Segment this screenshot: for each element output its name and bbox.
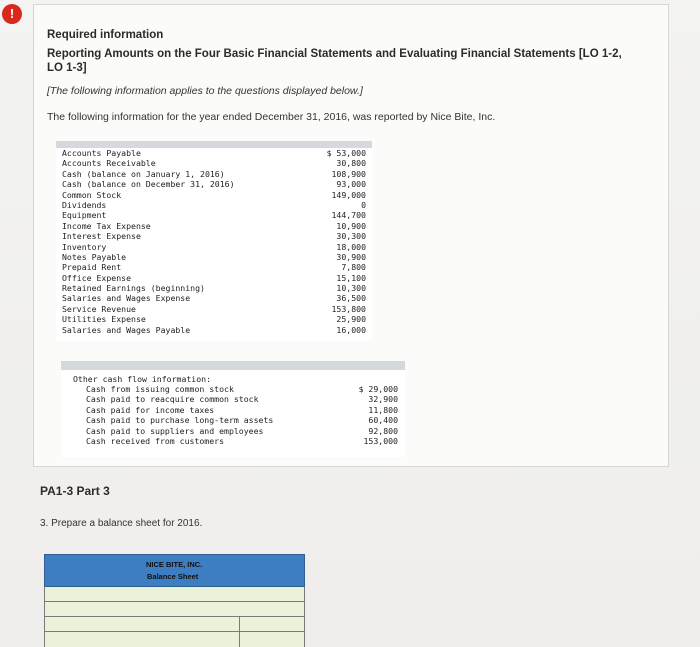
cash-flow-table-header — [61, 361, 405, 370]
row-value: $ 29,000 — [358, 384, 398, 394]
row-label: Common Stock — [62, 189, 122, 200]
row-label: Cash (balance on December 31, 2016) — [62, 179, 235, 190]
table-row — [56, 314, 372, 324]
table-row — [61, 436, 405, 446]
row-value: 92,800 — [368, 425, 398, 436]
row-label: Cash paid to reacquire common stock — [86, 394, 259, 405]
intro-text: The following information for the year ended December 31, 2016, was reported by Nice Bite, Inc. — [47, 111, 496, 123]
row-label: Cash (balance on January 1, 2016) — [62, 168, 225, 179]
row-value: 0 — [361, 199, 366, 210]
table-row — [56, 242, 372, 252]
balance-sheet-row — [44, 617, 305, 632]
required-information-heading: Required information — [47, 29, 164, 41]
row-label: Prepaid Rent — [62, 262, 122, 273]
row-value: $ 53,000 — [326, 148, 366, 158]
cash-flow-heading: Other cash flow information: — [73, 374, 212, 384]
table-row — [56, 252, 372, 262]
row-label: Retained Earnings (beginning) — [62, 283, 205, 294]
row-label: Cash paid to suppliers and employees — [86, 425, 264, 436]
table-row — [61, 426, 405, 436]
row-label: Accounts Payable — [62, 148, 141, 158]
row-value: 16,000 — [336, 324, 366, 335]
row-value: 60,400 — [368, 415, 398, 426]
row-value: 30,800 — [336, 158, 366, 169]
row-value: 93,000 — [336, 179, 366, 190]
balance-sheet-row — [44, 602, 305, 617]
row-value: 25,900 — [336, 314, 366, 325]
table-row — [56, 262, 372, 272]
table-row — [56, 325, 372, 335]
table-row — [56, 304, 372, 314]
instruction-text: [The following information applies to the questions displayed below.] — [47, 85, 363, 97]
alert-icon: ! — [2, 4, 22, 24]
table-row — [61, 415, 405, 425]
row-value: 30,300 — [336, 231, 366, 242]
row-label: Service Revenue — [62, 303, 136, 314]
row-value: 153,800 — [331, 303, 366, 314]
accounts-table-header — [56, 141, 372, 148]
cash-flow-table — [61, 361, 405, 457]
table-row — [56, 179, 372, 189]
table-row — [61, 394, 405, 404]
balance-sheet-amount-input[interactable] — [239, 617, 306, 631]
row-value: 10,300 — [336, 283, 366, 294]
part-title: PA1-3 Part 3 — [40, 484, 110, 498]
balance-sheet-label-input[interactable] — [47, 618, 239, 632]
balance-sheet-amount-input[interactable] — [239, 632, 306, 647]
row-label: Cash received from customers — [86, 435, 225, 446]
row-value: 153,000 — [363, 435, 398, 446]
table-row — [56, 273, 372, 283]
row-value: 10,900 — [336, 220, 366, 231]
row-label: Notes Payable — [62, 251, 127, 262]
table-row — [56, 221, 372, 231]
row-label: Equipment — [62, 210, 107, 221]
company-name: NICE BITE, INC. — [146, 560, 203, 569]
accounts-table — [56, 141, 372, 341]
table-row — [61, 384, 405, 394]
table-row — [56, 293, 372, 303]
row-value: 7,800 — [341, 262, 366, 273]
table-row — [61, 405, 405, 415]
required-information-card — [33, 4, 669, 467]
row-value: 30,900 — [336, 251, 366, 262]
row-label: Salaries and Wages Expense — [62, 293, 191, 304]
row-label: Cash from issuing common stock — [86, 384, 234, 394]
row-label: Interest Expense — [62, 231, 141, 242]
row-label: Office Expense — [62, 272, 132, 283]
row-label: Inventory — [62, 241, 107, 252]
row-value: 11,800 — [368, 404, 398, 415]
balance-sheet-form — [44, 554, 305, 647]
row-value: 108,900 — [331, 168, 366, 179]
table-row — [56, 283, 372, 293]
question-text: 3. Prepare a balance sheet for 2016. — [40, 518, 203, 529]
row-value: 18,000 — [336, 241, 366, 252]
table-row — [56, 158, 372, 168]
balance-sheet-row — [44, 632, 305, 647]
row-value: 15,100 — [336, 272, 366, 283]
row-label: Income Tax Expense — [62, 220, 151, 231]
section-title: Reporting Amounts on the Four Basic Financial Statements and Evaluating Financial Statements [LO 1-2, LO 1-3] — [47, 48, 622, 74]
row-value: 32,900 — [368, 394, 398, 405]
table-row — [56, 210, 372, 220]
row-label: Cash paid to purchase long-term assets — [86, 415, 274, 426]
balance-sheet-title: Balance Sheet — [147, 572, 199, 581]
balance-sheet-row — [44, 587, 305, 602]
row-label: Dividends — [62, 199, 107, 210]
table-row — [56, 148, 372, 158]
row-label: Salaries and Wages Payable — [62, 324, 191, 335]
table-row — [56, 190, 372, 200]
table-row — [56, 231, 372, 241]
balance-sheet-label-input[interactable] — [47, 588, 239, 602]
balance-sheet-label-input[interactable] — [47, 633, 239, 647]
row-label: Cash paid for income taxes — [86, 404, 215, 415]
row-label: Accounts Receivable — [62, 158, 156, 169]
row-value: 144,700 — [331, 210, 366, 221]
row-value: 36,500 — [336, 293, 366, 304]
row-label: Utilities Expense — [62, 314, 146, 325]
table-row — [56, 200, 372, 210]
balance-sheet-header — [44, 554, 305, 587]
balance-sheet-label-input[interactable] — [47, 603, 239, 617]
table-row — [56, 169, 372, 179]
row-value: 149,000 — [331, 189, 366, 200]
